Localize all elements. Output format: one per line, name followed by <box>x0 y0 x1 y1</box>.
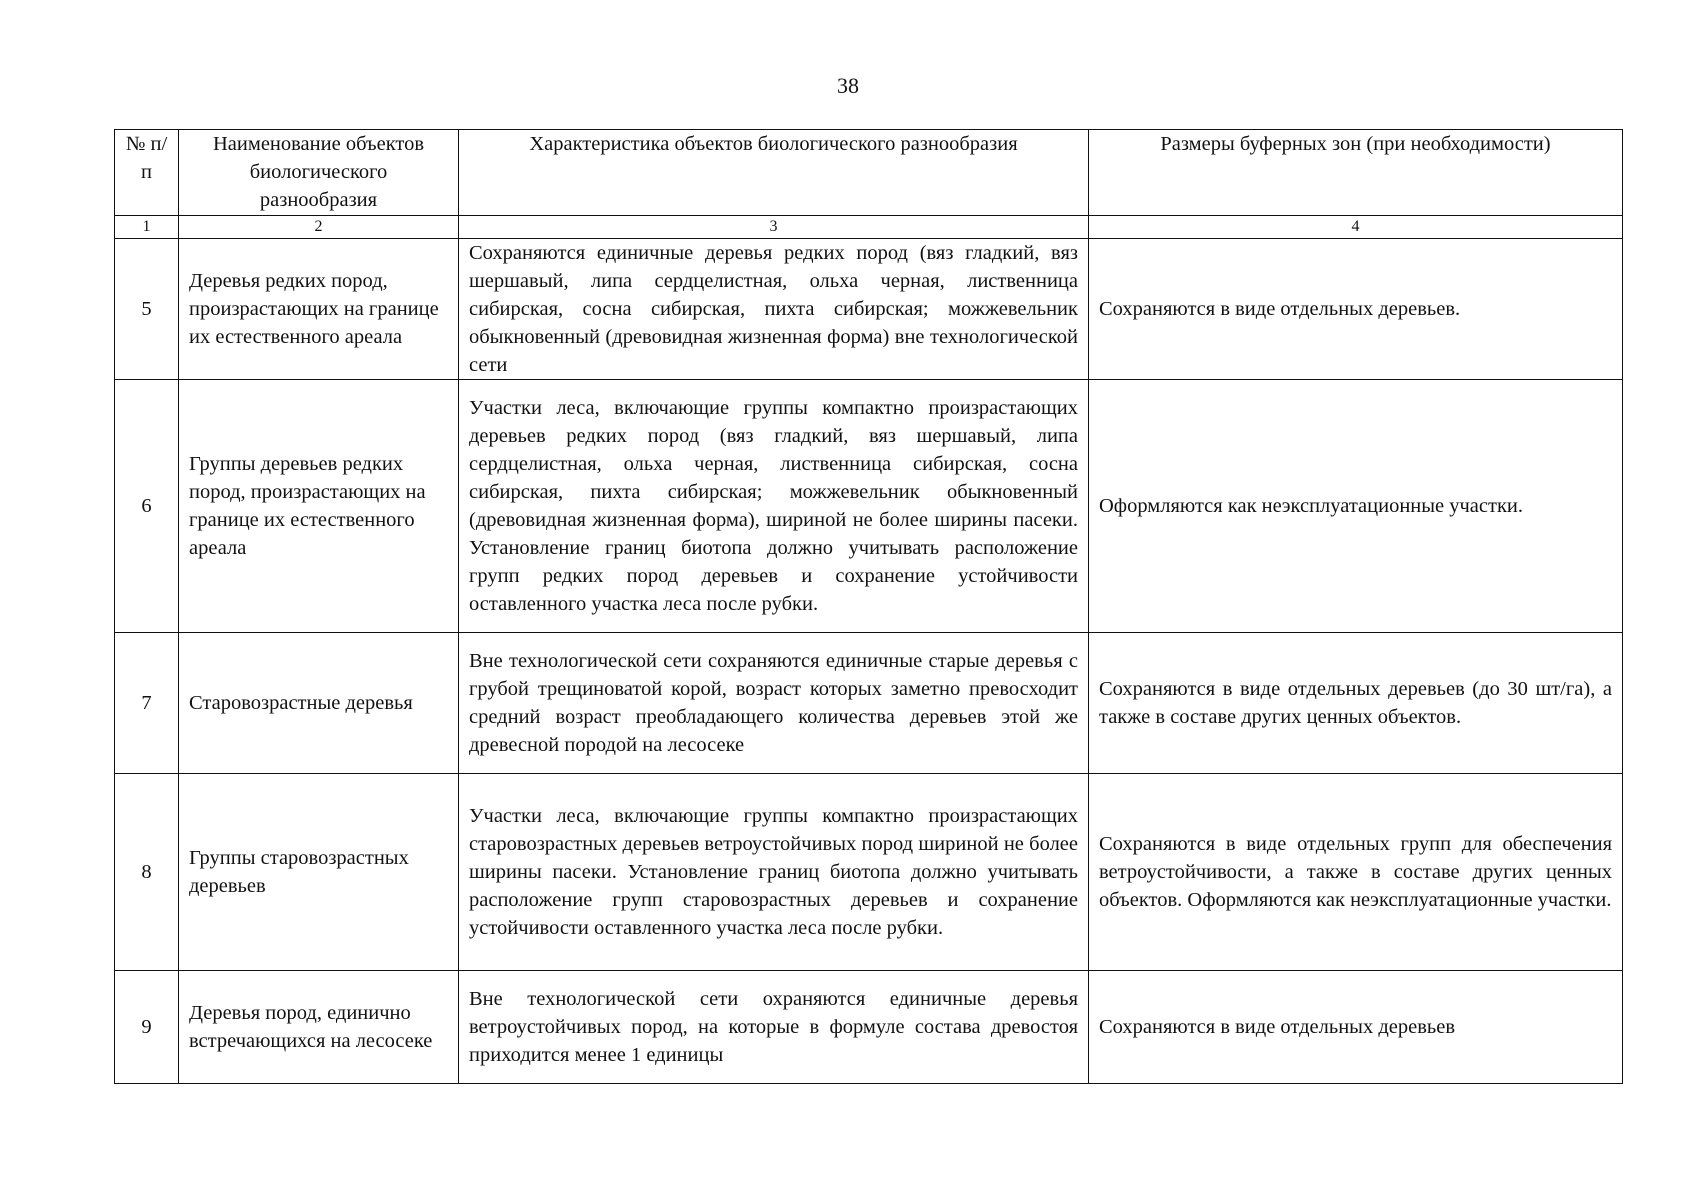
header-object-name: Наименование объектов биологического разнообразия <box>179 130 459 216</box>
object-characteristic: Вне технологической сети сохраняются единичные старые деревья с грубой трещиноватой корой, возраст которых заметно превосходит средний возраст преобладающего количества деревьев этой же древесной породой на лесосеке <box>459 633 1089 774</box>
header-buffer-size: Размеры буферных зон (при необходимости) <box>1089 130 1623 216</box>
table-row <box>115 633 1623 774</box>
column-number: 3 <box>459 216 1089 239</box>
row-number: 6 <box>115 380 179 633</box>
column-number: 4 <box>1089 216 1623 239</box>
object-name: Группы деревьев редких пород, произрастающих на границе их естественного ареала <box>179 380 459 633</box>
page-number: 38 <box>837 73 859 98</box>
header-number: № п/п <box>115 130 179 216</box>
object-characteristic: Участки леса, включающие группы компактно произрастающих старовозрастных деревьев ветроустойчивых пород шириной не более ширины пасеки. Установление границ биотопа должно учитывать расположение групп старовозрастных деревьев и сохранение устойчивости оставленного участка леса после рубки. <box>459 774 1089 971</box>
object-name: Деревья редких пород, произрастающих на границе их естественного ареала <box>179 239 459 380</box>
buffer-zone: Сохраняются в виде отдельных деревьев. <box>1089 239 1623 380</box>
buffer-zone: Сохраняются в виде отдельных деревьев <box>1089 971 1623 1084</box>
object-name: Деревья пород, единично встречающихся на лесосеке <box>179 971 459 1084</box>
row-number: 7 <box>115 633 179 774</box>
header-characteristic: Характеристика объектов биологического разнообразия <box>459 130 1089 216</box>
object-characteristic: Сохраняются единичные деревья редких пород (вяз гладкий, вяз шершавый, липа сердцелистная, ольха черная, лиственница сибирская, сосна сибирская, пихта сибирская; можжевельник обыкновенный (древовидная жизненная форма) вне технологической сети <box>459 239 1089 380</box>
object-name: Старовозрастные деревья <box>179 633 459 774</box>
table-row <box>115 380 1623 633</box>
table-row <box>115 971 1623 1084</box>
row-number: 5 <box>115 239 179 380</box>
column-number: 1 <box>115 216 179 239</box>
object-name: Группы старовозрастных деревьев <box>179 774 459 971</box>
row-number: 8 <box>115 774 179 971</box>
object-characteristic: Вне технологической сети охраняются единичные деревья ветроустойчивых пород, на которые в формуле состава древостоя приходится менее 1 единицы <box>459 971 1089 1084</box>
column-number: 2 <box>179 216 459 239</box>
column-number-row <box>115 216 1623 239</box>
row-number: 9 <box>115 971 179 1084</box>
buffer-zone: Сохраняются в виде отдельных деревьев (до 30 шт/га), а также в составе других ценных объектов. <box>1089 633 1623 774</box>
buffer-zone: Оформляются как неэксплуатационные участки. <box>1089 380 1623 633</box>
object-characteristic: Участки леса, включающие группы компактно произрастающих деревьев редких пород (вяз гладкий, вяз шершавый, липа сердцелистная, ольха черная, лиственница сибирская, сосна сибирская, пихта сибирская; можжевельник обыкновенный (древовидная жизненная форма), шириной не более ширины пасеки. Установление границ биотопа должно учитывать расположение групп редких пород деревьев и сохранение устойчивости оставленного участка леса после рубки. <box>459 380 1089 633</box>
table-row <box>115 774 1623 971</box>
table-row <box>115 239 1623 380</box>
table-header-row <box>115 130 1623 216</box>
buffer-zone: Сохраняются в виде отдельных групп для обеспечения ветроустойчивости, а также в составе других ценных объектов. Оформляются как неэксплуатационные участки. <box>1089 774 1623 971</box>
biodiversity-table <box>114 129 1623 1084</box>
